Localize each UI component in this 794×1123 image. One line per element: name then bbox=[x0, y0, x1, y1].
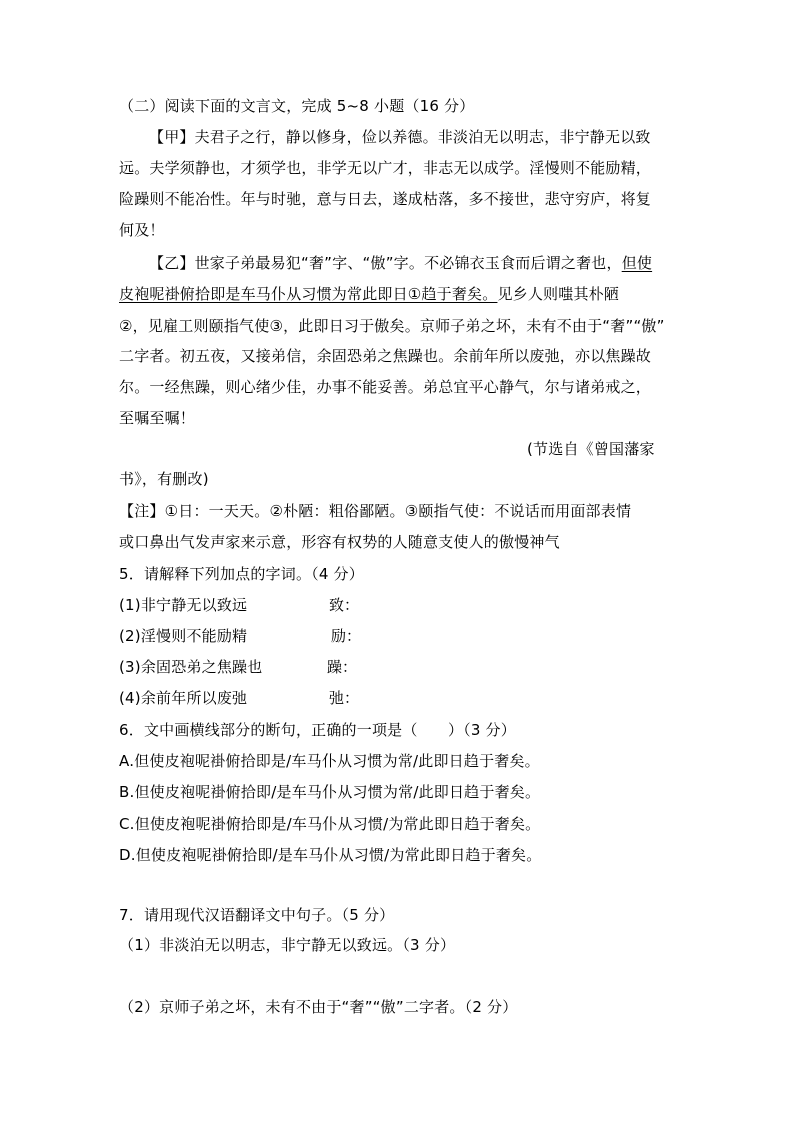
notes-line: 【注】①日：一天天。②朴陋：粗俗鄙陋。③颐指气使：不说话而用面部表情 bbox=[119, 502, 632, 520]
passage-yi-text: 见乡人则嗤其朴陋 bbox=[497, 285, 620, 303]
question-5-item: (2)淫慢则不能励精 bbox=[119, 627, 248, 645]
source-citation: 书》，有删改) bbox=[119, 470, 209, 488]
passage-jia-line: 远。夫学须静也，才须学也，非学无以广才，非志无以成学。淫慢则不能励精， bbox=[119, 159, 652, 177]
question-7-sub: （2）京师子弟之坏，未有不由于“奢”“傲”二字者。（2 分） bbox=[119, 998, 518, 1016]
question-5-title: 5．请解释下列加点的字词。（4 分） bbox=[119, 565, 364, 583]
question-5-answer-label: 躁： bbox=[327, 658, 358, 676]
source-citation: (节选自《曾国藩家 bbox=[527, 440, 655, 458]
passage-yi-line: 至嘱至嘱！ bbox=[119, 409, 196, 427]
passage-yi-line: ②，见雇工则颐指气使③，此即日习于傲矣。京师子弟之坏，未有不由于“奢”“傲” bbox=[119, 317, 665, 335]
question-6-option: A.但使皮袍呢褂俯拾即是/车马仆从习惯为常/此即日趋于奢矣。 bbox=[119, 752, 540, 770]
passage-jia-line: 险躁则不能冶性。年与时驰，意与日去，遂成枯落，多不接世，悲守穷庐，将复 bbox=[119, 190, 652, 208]
passage-jia-line: 【甲】夫君子之行，静以修身，俭以养德。非淡泊无以明志，非宁静无以致 bbox=[149, 128, 651, 146]
underlined-text: 但使 bbox=[621, 254, 653, 272]
question-5-answer-label: 弛： bbox=[329, 689, 360, 707]
passage-yi-line: 二字者。初五夜，又接弟信，余固恐弟之焦躁也。余前年所以废弛，亦以焦躁故 bbox=[119, 347, 652, 365]
question-5-answer-label: 致： bbox=[329, 596, 360, 614]
question-5-item: (1)非宁静无以致远 bbox=[119, 596, 248, 614]
question-5-item: (4)余前年所以废弛 bbox=[119, 689, 248, 707]
question-5-item: (3)余固恐弟之焦躁也 bbox=[119, 658, 263, 676]
underlined-text: 皮袍呢褂俯拾即是车马仆从习惯为常此即日①趋于奢矣。 bbox=[119, 285, 498, 303]
question-6-option: D.但使皮袍呢褂俯拾即/是车马仆从习惯/为常此即日趋于奢矣。 bbox=[119, 846, 542, 864]
passage-yi-line: 尔。一经焦躁，则心绪少佳，办事不能妥善。弟总宜平心静气，尔与诸弟戒之， bbox=[119, 378, 652, 396]
question-7-title: 7．请用现代汉语翻译文中句子。（5 分） bbox=[119, 906, 395, 924]
question-6-option: C.但使皮袍呢褂俯拾即是/车马仆从习惯/为常此即日趋于奢矣。 bbox=[119, 815, 541, 833]
passage-yi-line bbox=[119, 284, 619, 304]
passage-jia-line: 何及！ bbox=[119, 221, 165, 239]
question-5-answer-label: 励： bbox=[331, 627, 362, 645]
question-6-title: 6．文中画横线部分的断句，正确的一项是（ ）（3 分） bbox=[119, 721, 516, 739]
section-heading: （二）阅读下面的文言文，完成 5~8 小题（16 分） bbox=[119, 97, 475, 115]
passage-yi-text: 【乙】世家子弟最易犯“奢”字、“傲”字。不必锦衣玉食而后谓之奢也， bbox=[149, 254, 622, 272]
question-7-sub: （1）非淡泊无以明志，非宁静无以致远。（3 分） bbox=[119, 936, 456, 954]
notes-line: 或口鼻出气发声家来示意，形容有权势的人随意支使人的傲慢神气 bbox=[119, 533, 560, 551]
question-6-option: B.但使皮袍呢褂俯拾即/是车马仆从习惯为常/此即日趋于奢矣。 bbox=[119, 783, 541, 801]
passage-yi-line bbox=[149, 253, 652, 273]
